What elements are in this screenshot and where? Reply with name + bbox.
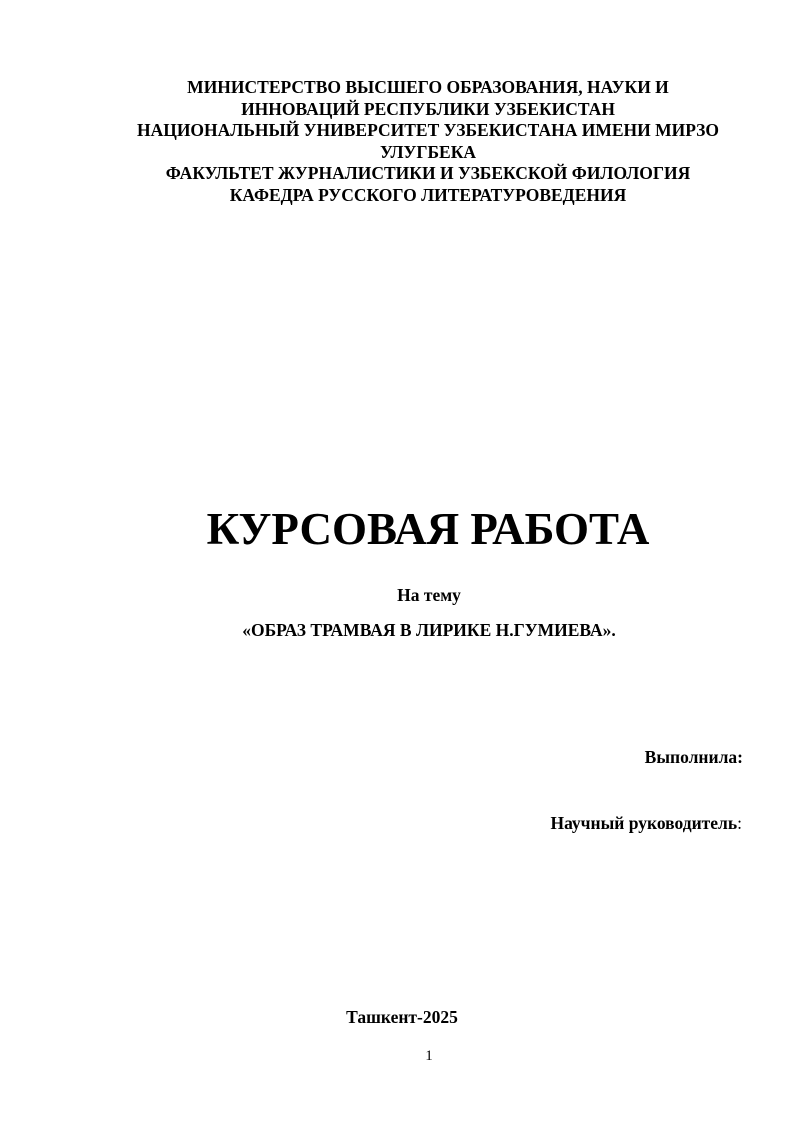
header-line-republic: ИННОВАЦИЙ РЕСПУБЛИКИ УЗБЕКИСТАН xyxy=(241,98,615,119)
performer-label: Выполнила: xyxy=(644,747,743,767)
supervisor-line xyxy=(550,812,742,834)
header-line-ministry: МИНИСТЕРСТВО ВЫСШЕГО ОБРАЗОВАНИЯ, НАУКИ И xyxy=(187,77,669,97)
document-title: КУРСОВАЯ РАБОТА xyxy=(206,504,650,554)
city-year: Ташкент-2025 xyxy=(346,1007,458,1027)
header-line-faculty: ФАКУЛЬТЕТ ЖУРНАЛИСТИКИ И УЗБЕКСКОЙ ФИЛОЛОГИЯ xyxy=(165,163,691,183)
supervisor-label: Научный руководитель xyxy=(550,813,738,833)
header-line-university: НАЦИОНАЛЬНЫЙ УНИВЕРСИТЕТ УЗБЕКИСТАНА ИМЕНИ МИРЗО xyxy=(136,120,720,140)
institution-header xyxy=(100,77,756,206)
supervisor-colon: : xyxy=(737,813,742,833)
header-line-university-name: УЛУГБЕКА xyxy=(379,141,477,162)
topic-text: «ОБРАЗ ТРАМВАЯ В ЛИРИКЕ Н.ГУМИЕВА». xyxy=(242,620,616,640)
page-number: 1 xyxy=(425,1048,433,1064)
header-line-department: КАФЕДРА РУССКОГО ЛИТЕРАТУРОВЕДЕНИЯ xyxy=(229,184,627,205)
topic-label: На тему xyxy=(397,585,461,605)
